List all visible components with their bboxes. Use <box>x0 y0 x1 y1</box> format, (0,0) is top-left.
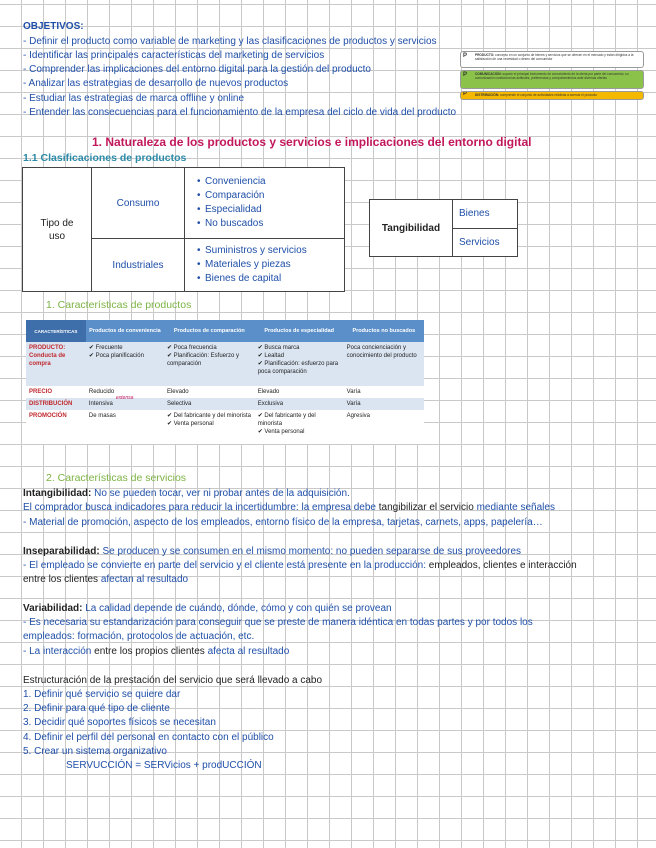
header-conveniencia: Productos de conveniencia <box>86 320 164 342</box>
text-segment: afecta al resultado <box>207 646 290 657</box>
cell-text: Poca planificación <box>95 353 144 359</box>
row-label: PRODUCTO: Conducta de compra <box>26 342 86 386</box>
cell-text: Venta personal <box>264 429 305 435</box>
list-item: • Especialidad <box>205 203 344 217</box>
variabilidad-line-1 <box>23 602 392 617</box>
tipo-de-uso-cell <box>23 168 92 292</box>
objective-item: - Estudiar las estrategias de marca offline y online <box>23 93 245 104</box>
cell-text: Busca marca <box>264 345 300 351</box>
table-cell: Reducido <box>86 386 164 398</box>
check-icon: ✔ <box>88 353 96 359</box>
cell-text: Del fabricante y del minorista <box>173 413 252 419</box>
table-cell <box>164 410 255 444</box>
industriales-cell <box>92 239 185 292</box>
cell-text: Lealtad <box>264 353 285 359</box>
cell-text: Intensiva <box>88 401 113 407</box>
header-no-buscados: Productos no buscados <box>344 320 424 342</box>
row-label: PROMOCIÓN <box>26 410 86 444</box>
bienes-cell <box>453 200 518 229</box>
table-cell: Agresiva <box>344 410 424 444</box>
table-cell <box>86 395 164 410</box>
list-item: • Comparación <box>205 189 344 203</box>
text-segment: entre los propios clientes <box>94 646 205 657</box>
check-icon: ✔ <box>257 353 265 359</box>
list-item: • Suministros y servicios <box>205 244 344 258</box>
objective-item: - Identificar las principales características del marketing de servicios <box>23 50 325 61</box>
check-icon: ✔ <box>166 353 174 359</box>
sub-1-title: 1. Características de productos <box>46 299 192 311</box>
servicios-label: Servicios <box>459 236 500 248</box>
bienes-label: Bienes <box>459 208 490 220</box>
note-badge: P <box>463 91 468 97</box>
intangibilidad-term: Intangibilidad: <box>23 488 92 499</box>
inseparabilidad-line-3 <box>23 573 188 588</box>
inseparabilidad-line-1 <box>23 545 521 560</box>
table-row <box>26 410 424 444</box>
table-row <box>26 398 424 410</box>
check-icon: ✔ <box>166 345 174 351</box>
estructuracion-step: 4. Definir el perfil del personal en contacto con el público <box>23 732 274 743</box>
table-cell <box>255 410 344 444</box>
table-cell <box>164 342 255 386</box>
table-cell: Selectiva <box>164 398 255 410</box>
cell-text: Poca frecuencia <box>173 345 217 351</box>
note-text: comprende el conjunto de actividades relativas a acercar el producto <box>499 93 598 97</box>
check-icon: ✔ <box>166 413 174 419</box>
cell-text: Del fabricante y del minorista <box>257 413 316 427</box>
industriales-label: Industriales <box>112 259 164 271</box>
row-label: PRECIO <box>26 386 86 398</box>
variabilidad-line-2: - Es necesaria su estandarización para conseguir que se preste de manera idéntica en todas partes y por todos los <box>23 617 533 628</box>
side-note-distribucion <box>460 91 644 100</box>
table-cell: Poca concienciación y conocimiento del producto <box>344 342 424 386</box>
list-item: • Conveniencia <box>205 175 344 189</box>
check-icon: ✔ <box>166 421 174 427</box>
intangibilidad-line-1 <box>23 487 350 502</box>
text-segment: entre los clientes <box>23 574 99 585</box>
table-row <box>26 386 424 398</box>
inseparabilidad-line-2 <box>23 559 577 574</box>
inseparabilidad-text: Se producen y se consumen en el mismo momento: no pueden separarse de sus proveedores <box>102 546 522 557</box>
estructuracion-step: 5. Crear un sistema organizativo <box>23 746 167 757</box>
consumo-cell <box>92 168 185 239</box>
note-text: supone el principal instrumento de conocimiento de la oferta por parte del consumidor, su comunicación condiciona las actitudes, preferencias y comportamientos ante diversas ofertas <box>475 72 629 80</box>
text-segment: empleados, clientes e interacción <box>428 560 577 571</box>
text-segment: - La interacción <box>23 646 92 657</box>
note-term: DISTRIBUCIÓN: <box>475 93 500 97</box>
section-1-title: 1. Naturaleza de los productos y servicios e implicaciones del entorno digital <box>92 135 532 149</box>
table-cell: Varía <box>344 386 424 398</box>
text-segment: - El empleado se convierte en parte del servicio y el cliente está presente en la producción: <box>23 560 427 571</box>
table-cell: Varía <box>344 398 424 410</box>
intangibilidad-text: No se pueden tocar, ver ni probar antes de la adquisición. <box>94 488 350 499</box>
tangibilidad-cell <box>370 200 453 257</box>
table-cell <box>255 342 344 386</box>
check-icon: ✔ <box>257 413 265 419</box>
header-caracteristicas: CARACTERÍSTICAS <box>26 320 86 342</box>
check-icon: ✔ <box>257 345 265 351</box>
variabilidad-term: Variabilidad: <box>23 603 83 614</box>
servuccion-formula: SERVUCCIÓN = SERVicios + prodUCCIÓN <box>66 760 262 771</box>
note-term: PRODUCTO: <box>475 53 495 57</box>
header-especialidad: Productos de especialidad <box>255 320 344 342</box>
list-item: • Materiales y piezas <box>205 258 344 272</box>
tipo-de-uso-label: Tipo de uso <box>40 217 74 242</box>
check-icon: ✔ <box>88 345 96 351</box>
estructuracion-step: 1. Definir qué servicio se quiere dar <box>23 689 181 700</box>
objectives-title: OBJETIVOS: <box>23 21 84 32</box>
check-icon: ✔ <box>257 361 265 367</box>
text-segment: afectan al resultado <box>100 574 189 585</box>
objective-item: - Entender las consecuencias para el funcionamiento de la empresa del ciclo de vida del producto <box>23 107 457 118</box>
list-item: • Bienes de capital <box>205 272 344 286</box>
text-segment: El comprador busca indicadores para reducir la incertidumbre: la empresa debe <box>23 502 376 513</box>
intangibilidad-line-2 <box>23 501 555 516</box>
variabilidad-text: La calidad depende de cuándo, dónde, cómo y con quién se provean <box>85 603 392 614</box>
consumo-label: Consumo <box>116 197 160 209</box>
table-row <box>26 342 424 386</box>
estructuracion-step: 2. Definir para qué tipo de cliente <box>23 703 170 714</box>
check-icon: ✔ <box>257 429 265 435</box>
tangibilidad-label: Tangibilidad <box>381 222 441 234</box>
cell-text: Venta personal <box>173 421 214 427</box>
side-note-comunicacion <box>460 70 644 89</box>
industriales-items-cell <box>185 239 345 292</box>
estructuracion-title: Estructuración de la prestación del servicio que será llevado a cabo <box>23 675 323 686</box>
cell-text: Planificación: esfuerzo para poca comparación <box>257 361 339 375</box>
table-cell <box>86 342 164 386</box>
handwritten-note: extensa <box>115 395 134 401</box>
text-segment: tangibilizar el servicio <box>378 502 474 513</box>
note-badge: P <box>463 72 468 78</box>
note-badge: P <box>463 53 468 59</box>
header-comparacion: Productos de comparación <box>164 320 255 342</box>
side-note-producto <box>460 51 644 68</box>
list-item: • No buscados <box>205 217 344 231</box>
objective-item: - Analizar las estrategias de desarrollo de nuevos productos <box>23 78 289 89</box>
variabilidad-line-3: empleados: formación, protocolos de actuación, etc. <box>23 631 255 642</box>
consumo-items-cell <box>185 168 345 239</box>
table-cell: Elevado <box>255 386 344 398</box>
objective-item: - Comprender las implicaciones del entorno digital para la gestión del producto <box>23 64 371 75</box>
classification-table <box>22 167 345 292</box>
note-text: concepto en un conjunto de bienes y servicios que se ofrecen en el mercado y están dirigidos a la satisfacción de una necesidad o deseo del consumidor <box>475 53 634 61</box>
table-cell: Exclusiva <box>255 398 344 410</box>
sub-2-title: 2. Características de servicios <box>46 472 187 484</box>
note-term: COMUNICACIÓN: <box>475 72 502 76</box>
inseparabilidad-term: Inseparabilidad: <box>23 546 100 557</box>
section-1-1-title: 1.1 Clasificaciones de productos <box>23 152 187 164</box>
cell-text: Frecuente <box>95 345 123 351</box>
tangibility-table <box>369 199 518 257</box>
row-label: DISTRIBUCIÓN <box>26 398 86 410</box>
table-cell: Elevado <box>164 386 255 398</box>
cell-text: Planificación: Esfuerzo y comparación <box>166 353 240 367</box>
product-characteristics-table <box>26 320 424 444</box>
servicios-cell <box>453 228 518 257</box>
intangibilidad-line-3: - Material de promoción, aspecto de los empleados, entorno físico de la empresa, tarjetas, carnets, apps, papelería… <box>23 517 543 528</box>
estructuracion-step: 3. Decidir qué soportes físicos se necesitan <box>23 717 216 728</box>
variabilidad-line-4 <box>23 645 289 660</box>
objective-item: - Definir el producto como variable de marketing y las clasificaciones de productos y servicios <box>23 36 437 47</box>
table-cell: De masas <box>86 410 164 444</box>
text-segment: mediante señales <box>476 502 555 513</box>
